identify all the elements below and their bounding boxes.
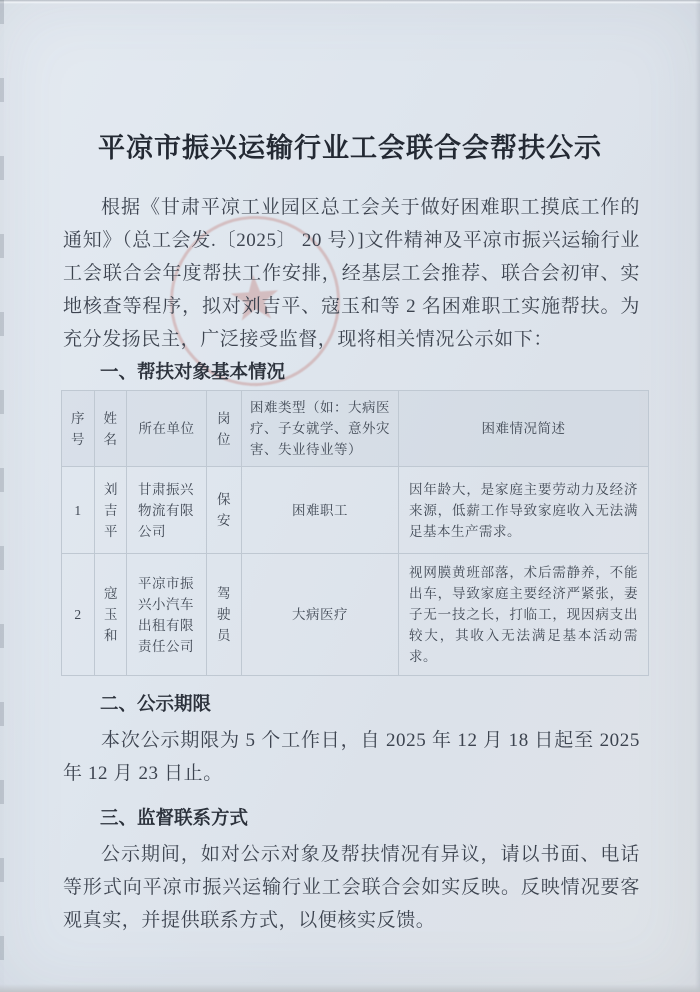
photo-edge-bottom bbox=[0, 984, 700, 992]
cell-post: 驾驶员 bbox=[207, 554, 242, 676]
cell-index: 1 bbox=[62, 467, 95, 554]
period-paragraph: 本次公示期限为 5 个工作日，自 2025 年 12 月 18 日起至 2025 年 12 月 23 日止。 bbox=[63, 730, 640, 784]
photo-edge-right bbox=[695, 0, 700, 992]
cell-difficulty-type: 困难职工 bbox=[242, 467, 399, 554]
col-header-unit: 所在单位 bbox=[127, 391, 207, 467]
cell-difficulty-summary: 视网膜黄班部落，术后需静养，不能出车，导致家庭主要经济严紧张，妻子无一技之长，打临工，现因病支出较大，其收入无法满足基本活动需求。 bbox=[399, 554, 649, 676]
support-recipients-table bbox=[61, 390, 649, 676]
contact-paragraph: 公示期间，如对公示对象及帮扶情况有异议，请以书面、电话等形式向平凉市振兴运输行业工会联合会如实反映。反映情况要客观真实，并提供联系方式，以便核实反馈。 bbox=[63, 844, 640, 931]
col-header-difficulty-summary: 困难情况简述 bbox=[399, 391, 649, 467]
cell-unit: 平凉市振兴小汽车出租有限责任公司 bbox=[127, 554, 207, 676]
table-header-row bbox=[62, 391, 649, 467]
cell-name: 寇玉和 bbox=[95, 554, 127, 676]
col-header-post: 岗位 bbox=[207, 391, 242, 467]
table-row bbox=[62, 554, 649, 676]
section-heading-basic-info: 一、帮扶对象基本情况 bbox=[100, 361, 286, 382]
section-heading-contact: 三、监督联系方式 bbox=[100, 807, 249, 828]
cell-post: 保安 bbox=[207, 467, 242, 554]
col-header-name: 姓名 bbox=[95, 391, 127, 467]
seal-star-icon: ★ bbox=[224, 259, 286, 337]
cell-name: 刘吉平 bbox=[95, 467, 127, 554]
section-heading-period: 二、公示期限 bbox=[100, 693, 212, 714]
table-row bbox=[62, 467, 649, 554]
intro-paragraph: 根据《甘肃平凉工业园区总工会关于做好困难职工摸底工作的通知》（总工会发.〔2025〕 20 号）]文件精神及平凉市振兴运输行业工会联合会年度帮扶工作安排，经基层工会推荐、联合会初审、实地核查等程序，拟对刘吉平、寇玉和等 2 名困难职工实施帮扶。为充分发扬民主，广泛接受监督，现将相关情况公示如下： bbox=[63, 197, 640, 350]
col-header-index: 序号 bbox=[62, 391, 95, 467]
cell-unit: 甘肃振兴物流有限公司 bbox=[127, 467, 207, 554]
cell-difficulty-type: 大病医疗 bbox=[242, 554, 399, 676]
cell-difficulty-summary: 因年龄大，是家庭主要劳动力及经济来源，低薪工作导致家庭收入无法满足基本生产需求。 bbox=[399, 467, 649, 554]
page-title: 平凉市振兴运输行业工会联合会帮扶公示 bbox=[98, 133, 602, 164]
col-header-difficulty-type: 困难类型（如：大病医疗、子女就学、意外灾害、失业待业等） bbox=[242, 391, 399, 467]
photo-edge-top bbox=[0, 0, 700, 4]
cell-index: 2 bbox=[62, 554, 95, 676]
photo-edge-left bbox=[0, 0, 4, 992]
